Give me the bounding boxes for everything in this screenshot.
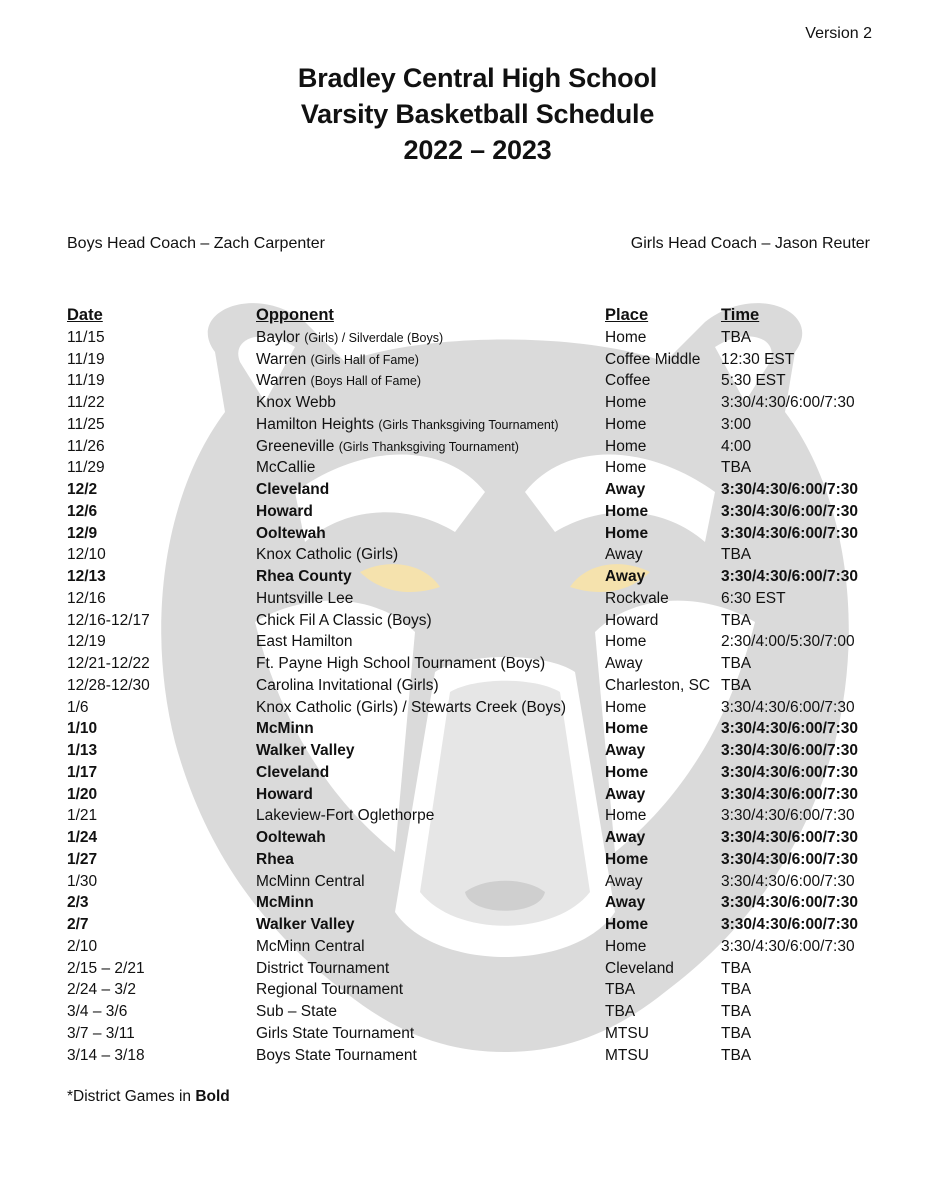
table-row — [67, 457, 887, 479]
row-date: 12/28-12/30 — [67, 676, 150, 694]
row-opponent — [256, 566, 352, 588]
opponent-note: (Boys Hall of Fame) — [310, 374, 421, 389]
row-date: 12/13 — [67, 568, 106, 585]
row-opponent — [256, 610, 432, 632]
row-opponent — [256, 457, 315, 479]
row-place: Home — [605, 415, 647, 433]
row-time: 3:30/4:30/6:00/7:30 — [721, 937, 855, 955]
table-row — [67, 392, 887, 414]
row-date: 2/10 — [67, 937, 98, 955]
row-place: Home — [605, 807, 647, 825]
row-place: Away — [605, 785, 646, 803]
row-date: 11/29 — [67, 459, 105, 477]
footnote — [67, 1088, 230, 1106]
row-opponent — [256, 827, 326, 849]
row-date: 1/10 — [67, 720, 98, 738]
opponent-name: Lakeview-Fort Oglethorpe — [256, 807, 435, 825]
row-opponent — [256, 762, 329, 784]
opponent-name: Regional Tournament — [256, 981, 404, 999]
row-place: Home — [605, 524, 649, 542]
row-date: 1/30 — [67, 872, 98, 890]
table-row — [67, 1023, 887, 1045]
row-place: Home — [605, 437, 647, 455]
row-opponent — [256, 631, 352, 653]
row-opponent — [256, 479, 329, 501]
row-opponent — [256, 871, 365, 893]
row-time: 12:30 EST — [721, 350, 795, 368]
row-time: 2:30/4:00/5:30/7:00 — [721, 633, 855, 651]
row-time: TBA — [721, 981, 752, 999]
table-row — [67, 349, 887, 371]
row-date: 11/15 — [67, 328, 105, 346]
opponent-name: Rhea County — [256, 568, 352, 585]
table-row — [67, 501, 887, 523]
opponent-name: McMinn Central — [256, 937, 365, 955]
header-time: Time — [721, 306, 760, 324]
table-row — [67, 914, 887, 936]
row-date: 11/19 — [67, 372, 105, 390]
row-time: 3:30/4:30/6:00/7:30 — [721, 502, 859, 520]
table-row — [67, 566, 887, 588]
season-years: 2022 – 2023 — [403, 135, 552, 165]
opponent-name: Knox Catholic (Girls) — [256, 546, 399, 564]
row-place: Home — [605, 459, 647, 477]
header-opponent: Opponent — [256, 306, 334, 324]
row-place: Away — [605, 546, 643, 564]
row-place: Home — [605, 763, 649, 781]
opponent-name: Walker Valley — [256, 916, 355, 933]
opponent-name: Greeneville — [256, 437, 339, 455]
row-time: 3:30/4:30/6:00/7:30 — [721, 742, 859, 759]
row-date: 12/10 — [67, 546, 106, 564]
row-time: 3:00 — [721, 415, 752, 433]
row-time: 3:30/4:30/6:00/7:30 — [721, 829, 859, 846]
opponent-name: District Tournament — [256, 959, 390, 977]
row-date: 12/21-12/22 — [67, 655, 150, 672]
opponent-name: Howard — [256, 502, 313, 520]
row-time: 3:30/4:30/6:00/7:30 — [721, 481, 859, 498]
row-opponent — [256, 392, 336, 414]
row-time: TBA — [721, 959, 752, 977]
row-time: 3:30/4:30/6:00/7:30 — [721, 568, 859, 585]
row-time: 3:30/4:30/6:00/7:30 — [721, 916, 859, 933]
opponent-name: Hamilton Heights — [256, 415, 379, 433]
opponent-name: Ooltewah — [256, 524, 326, 542]
schedule-table — [67, 305, 887, 1066]
opponent-name: Chick Fil A Classic (Boys) — [256, 611, 432, 629]
row-time: TBA — [721, 546, 752, 564]
row-date: 1/17 — [67, 763, 98, 781]
row-place: MTSU — [605, 1024, 649, 1042]
row-time: 3:30/4:30/6:00/7:30 — [721, 720, 859, 738]
row-date: 3/7 – 3/11 — [67, 1024, 135, 1042]
table-row — [67, 827, 887, 849]
opponent-note: (Girls Thanksgiving Tournament) — [338, 439, 519, 454]
row-date: 2/15 – 2/21 — [67, 959, 145, 977]
row-place: Howard — [605, 611, 659, 629]
row-opponent — [256, 697, 566, 719]
row-place: Away — [605, 568, 646, 585]
table-row — [67, 762, 887, 784]
opponent-name: East Hamilton — [256, 633, 353, 651]
row-opponent — [256, 892, 314, 914]
row-time: TBA — [721, 1046, 752, 1064]
row-date: 11/25 — [67, 415, 105, 433]
opponent-name: Girls State Tournament — [256, 1024, 415, 1042]
opponent-name: McMinn — [256, 720, 314, 738]
row-time: 3:30/4:30/6:00/7:30 — [721, 785, 859, 803]
opponent-name: Carolina Invitational (Girls) — [256, 676, 439, 694]
table-row — [67, 718, 887, 740]
row-place: MTSU — [605, 1046, 649, 1064]
boys-head-coach: Boys Head Coach – Zach Carpenter — [67, 235, 325, 252]
row-time: 4:00 — [721, 437, 752, 455]
row-place: Charleston, SC — [605, 676, 711, 694]
row-opponent — [256, 914, 355, 936]
row-date: 1/21 — [67, 807, 98, 825]
row-time: 3:30/4:30/6:00/7:30 — [721, 763, 859, 781]
table-row — [67, 1001, 887, 1023]
girls-head-coach: Girls Head Coach – Jason Reuter — [630, 235, 870, 252]
opponent-name: McCallie — [256, 459, 316, 477]
row-place: Coffee — [605, 372, 651, 390]
header-date: Date — [67, 306, 103, 324]
row-date: 12/19 — [67, 633, 106, 651]
row-opponent — [256, 849, 294, 871]
table-row — [67, 805, 887, 827]
opponent-name: Boys State Tournament — [256, 1046, 417, 1064]
opponent-name: Knox Webb — [256, 394, 336, 411]
row-time: 6:30 EST — [721, 589, 786, 607]
row-place: Home — [605, 394, 647, 411]
table-row — [67, 1045, 887, 1067]
row-opponent — [256, 349, 419, 372]
row-opponent — [256, 936, 365, 958]
row-opponent — [256, 740, 355, 762]
row-place: Away — [605, 829, 646, 846]
opponent-name: Cleveland — [256, 763, 330, 781]
row-date: 1/20 — [67, 785, 98, 803]
opponent-name: Sub – State — [256, 1003, 338, 1020]
row-place: TBA — [605, 981, 636, 999]
table-row — [67, 436, 887, 458]
row-place: Home — [605, 502, 649, 520]
row-date: 12/16 — [67, 589, 106, 607]
row-time: 3:30/4:30/6:00/7:30 — [721, 850, 859, 868]
row-place: Away — [605, 655, 643, 672]
table-row — [67, 871, 887, 893]
row-place: Home — [605, 698, 647, 716]
row-opponent — [256, 675, 439, 697]
table-row — [67, 740, 887, 762]
opponent-name: Huntsville Lee — [256, 589, 354, 607]
schedule-rows — [67, 327, 887, 1067]
row-opponent — [256, 1023, 414, 1045]
table-row — [67, 370, 887, 392]
row-place: Coffee Middle — [605, 350, 701, 368]
row-time: TBA — [721, 655, 752, 672]
row-time: TBA — [721, 1003, 752, 1020]
row-time: TBA — [721, 676, 752, 694]
row-opponent — [256, 436, 519, 459]
row-time: TBA — [721, 459, 752, 477]
header-place: Place — [605, 306, 649, 324]
row-opponent — [256, 653, 545, 675]
row-date: 1/24 — [67, 829, 98, 846]
row-place: TBA — [605, 1003, 636, 1020]
row-time: TBA — [721, 328, 752, 346]
version-label: Version 2 — [805, 25, 872, 42]
opponent-note: (Girls Thanksgiving Tournament) — [378, 417, 559, 432]
row-date: 1/27 — [67, 850, 98, 868]
row-date: 11/19 — [67, 350, 105, 368]
table-row — [67, 784, 887, 806]
row-place: Home — [605, 633, 647, 651]
title-block — [0, 60, 925, 168]
table-row — [67, 523, 887, 545]
row-date: 2/24 – 3/2 — [67, 981, 136, 999]
row-date: 2/7 — [67, 916, 89, 933]
row-opponent — [256, 414, 559, 437]
table-row — [67, 588, 887, 610]
row-time: 3:30/4:30/6:00/7:30 — [721, 698, 855, 716]
row-time: 5:30 EST — [721, 372, 786, 390]
row-opponent — [256, 784, 313, 806]
row-date: 12/9 — [67, 524, 98, 542]
table-row — [67, 936, 887, 958]
row-date: 3/4 – 3/6 — [67, 1003, 128, 1020]
table-row — [67, 327, 887, 349]
row-opponent — [256, 327, 443, 350]
row-opponent — [256, 544, 398, 566]
row-place: Home — [605, 916, 649, 933]
opponent-name: Ooltewah — [256, 829, 326, 846]
table-row — [67, 610, 887, 632]
row-opponent — [256, 1001, 337, 1023]
school-name: Bradley Central High School — [297, 63, 658, 93]
row-time: 3:30/4:30/6:00/7:30 — [721, 872, 855, 890]
table-row — [67, 414, 887, 436]
table-row — [67, 697, 887, 719]
table-row — [67, 849, 887, 871]
opponent-name: Warren — [256, 372, 311, 390]
table-row — [67, 892, 887, 914]
row-time: 3:30/4:30/6:00/7:30 — [721, 894, 859, 912]
row-time: 3:30/4:30/6:00/7:30 — [721, 524, 859, 542]
row-date: 3/14 – 3/18 — [67, 1046, 145, 1064]
row-place: Home — [605, 720, 649, 738]
row-opponent — [256, 1045, 417, 1067]
row-time: TBA — [721, 1024, 752, 1042]
row-opponent — [256, 588, 353, 610]
row-place: Away — [605, 894, 646, 912]
table-row — [67, 544, 887, 566]
row-time: 3:30/4:30/6:00/7:30 — [721, 807, 855, 825]
row-opponent — [256, 501, 313, 523]
row-opponent — [256, 805, 434, 827]
table-row — [67, 653, 887, 675]
opponent-name: McMinn Central — [256, 872, 365, 890]
opponent-name: McMinn — [256, 894, 314, 912]
row-date: 1/6 — [67, 698, 89, 716]
opponent-name: Baylor — [256, 328, 305, 346]
row-opponent — [256, 370, 421, 393]
footnote-text: *District Games in — [67, 1088, 196, 1105]
row-time: TBA — [721, 611, 752, 629]
table-row — [67, 479, 887, 501]
row-date: 12/2 — [67, 481, 98, 498]
opponent-name: Warren — [256, 350, 311, 368]
footnote-bold-word: Bold — [195, 1088, 230, 1105]
row-opponent — [256, 958, 389, 980]
table-row — [67, 675, 887, 697]
row-opponent — [256, 979, 403, 1001]
opponent-note: (Girls) / Silverdale (Boys) — [304, 330, 444, 345]
row-date: 11/22 — [67, 394, 105, 411]
row-date: 2/3 — [67, 894, 89, 912]
table-row — [67, 631, 887, 653]
opponent-name: Howard — [256, 785, 313, 803]
row-place: Home — [605, 937, 647, 955]
row-date: 12/16-12/17 — [67, 611, 150, 629]
row-opponent — [256, 523, 326, 545]
opponent-note: (Girls Hall of Fame) — [310, 352, 419, 367]
row-place: Home — [605, 328, 647, 346]
row-place: Home — [605, 850, 649, 868]
row-date: 12/6 — [67, 502, 98, 520]
row-date: 1/13 — [67, 742, 98, 759]
row-date: 11/26 — [67, 437, 105, 455]
opponent-name: Knox Catholic (Girls) / Stewarts Creek (Boys) — [256, 698, 567, 716]
schedule-title: Varsity Basketball Schedule — [300, 99, 655, 129]
opponent-name: Walker Valley — [256, 742, 355, 759]
row-place: Away — [605, 742, 646, 759]
row-place: Away — [605, 872, 643, 890]
row-place: Away — [605, 481, 646, 498]
table-header-row — [67, 305, 887, 327]
opponent-name: Ft. Payne High School Tournament (Boys) — [256, 655, 546, 672]
opponent-name: Rhea — [256, 850, 294, 868]
row-time: 3:30/4:30/6:00/7:30 — [721, 394, 855, 411]
row-opponent — [256, 718, 314, 740]
table-row — [67, 958, 887, 980]
opponent-name: Cleveland — [256, 481, 330, 498]
table-row — [67, 979, 887, 1001]
row-place: Rockvale — [605, 589, 669, 607]
row-place: Cleveland — [605, 959, 674, 977]
